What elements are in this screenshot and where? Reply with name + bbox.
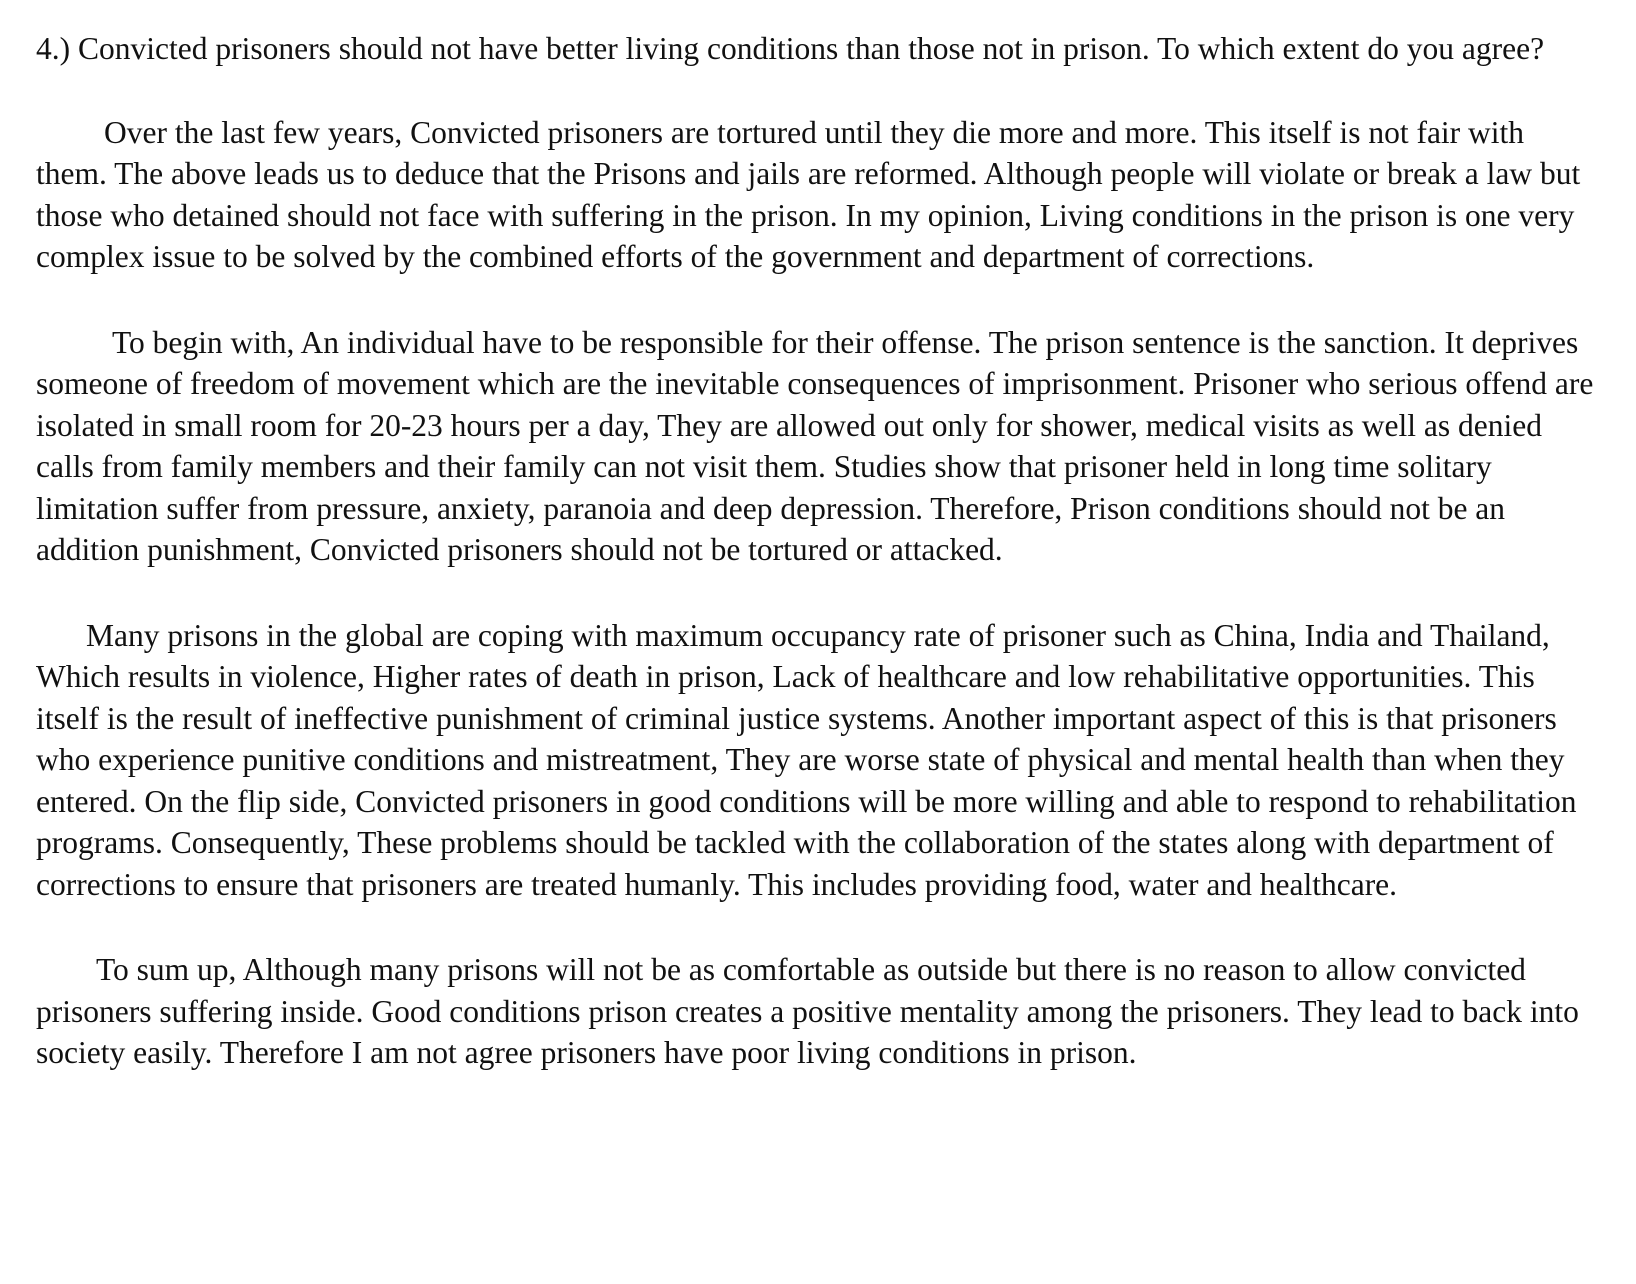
essay-question: 4.) Convicted prisoners should not have better living conditions than those not in prison. To which extent do you agree? [36, 31, 1545, 66]
paragraph-conclusion: To sum up, Although many prisons will not be as comfortable as outside but there is no reason to allow convicted prisoners suffering inside. Good conditions prison creates a positive mentality among the prisoners. They lead to back into society easily. Therefore I am not agree prisoners have poor living conditions in prison. [36, 952, 1579, 1070]
paragraph-introduction: Over the last few years, Convicted prisoners are tortured until they die more and more. This itself is not fair with them. The above leads us to deduce that the Prisons and jails are reformed. Although people will violate or break a law but those who detained should not face with suffering in the prison. In my opinion, Living conditions in the prison is one very complex issue to be solved by the combined efforts of the government and department of corrections. [36, 114, 1581, 274]
paragraph-body-two: Many prisons in the global are coping with maximum occupancy rate of prisoner such as China, India and Thailand, Which results in violence, Higher rates of death in prison, Lack of healthcare and low rehabilitative opportunities. This itself is the result of ineffective punishment of criminal justice systems. Another important aspect of this is that prisoners who experience punitive conditions and mistreatment, They are worse state of physical and mental health than when they entered. On the flip side, Convicted prisoners in good conditions will be more willing and able to respond to rehabilitation programs. Consequently, These problems should be tackled with the collaboration of the states along with department of corrections to ensure that prisoners are treated humanly. This includes providing food, water and healthcare. [36, 617, 1577, 902]
paragraph-body-one: To begin with, An individual have to be responsible for their offense. The prison sentence is the sanction. It deprives someone of freedom of movement which are the inevitable consequences of imprisonment. Prisoner who serious offend are isolated in small room for 20-23 hours per a day, They are allowed out only for shower, medical visits as well as denied calls from family members and their family can not visit them. Studies show that prisoner held in long time solitary limitation suffer from pressure, anxiety, paranoia and deep depression. Therefore, Prison conditions should not be an addition punishment, Convicted prisoners should not be tortured or attacked. [36, 324, 1594, 567]
